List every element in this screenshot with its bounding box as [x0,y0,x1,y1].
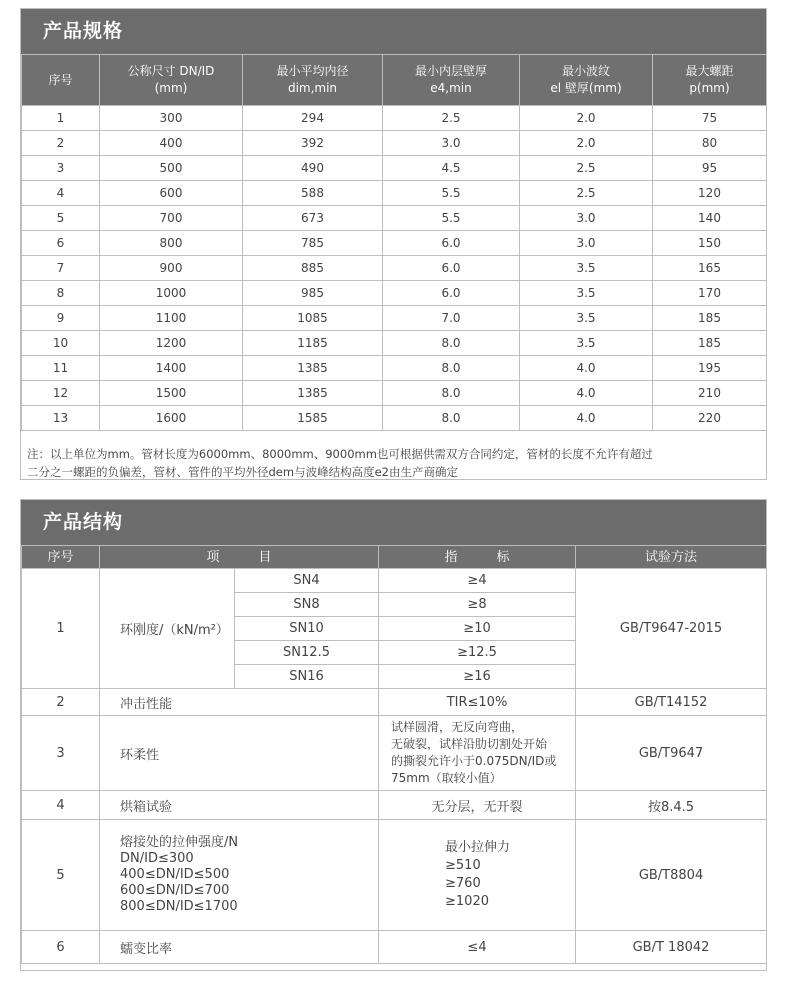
spec-cell-e4: 8.0 [383,356,520,381]
spec-row [22,356,767,381]
structure-row-item: 环柔性 [100,716,379,791]
spec-row [22,306,767,331]
spec-cell-no: 11 [22,356,100,381]
structure-row-no: 3 [22,716,100,791]
structure-row [22,931,767,964]
spec-cell-dn: 1500 [100,381,243,406]
spec-header-no: 序号 [22,55,100,106]
spec-header-pitch: 最大螺距 p(mm) [653,55,767,106]
spec-cell-e4: 6.0 [383,256,520,281]
spec-section [20,8,767,480]
spec-cell-e4: 3.0 [383,131,520,156]
structure-row [22,716,767,791]
spec-cell-no: 8 [22,281,100,306]
stiffness-grade: SN12.5 [235,641,379,665]
spec-cell-pitch: 120 [653,181,767,206]
spec-cell-dn: 800 [100,231,243,256]
spec-cell-el: 3.0 [520,206,653,231]
spec-cell-pitch: 185 [653,331,767,356]
spec-cell-no: 5 [22,206,100,231]
spec-cell-el: 2.5 [520,156,653,181]
spec-note: 注：以上单位为mm。管材长度为6000mm、8000mm、9000mm也可根据供需双方合同约定，管材的长度不允许有超过 二分之一螺距的负偏差，管材、管件的平均外径dem与波峰结构高度e2由生产商确定 [27,447,653,479]
spec-cell-e4: 8.0 [383,381,520,406]
spec-cell-dn: 900 [100,256,243,281]
spec-title: 产品规格 [21,9,766,54]
spec-cell-dim: 1385 [243,381,383,406]
spec-cell-dn: 1100 [100,306,243,331]
stiffness-grade: SN16 [235,665,379,689]
spec-cell-no: 12 [22,381,100,406]
spec-cell-dn: 700 [100,206,243,231]
structure-header-no: 序号 [22,546,100,569]
spec-cell-el: 2.5 [520,181,653,206]
structure-row-value: ≤4 [379,931,576,964]
spec-cell-dim: 1585 [243,406,383,431]
spec-cell-dim: 985 [243,281,383,306]
spec-cell-pitch: 210 [653,381,767,406]
structure-row [22,791,767,820]
spec-cell-el: 3.0 [520,231,653,256]
structure-section [20,499,767,971]
structure-row-no: 5 [22,820,100,931]
structure-title: 产品结构 [21,500,766,545]
spec-cell-pitch: 185 [653,306,767,331]
stiffness-value: ≥10 [379,617,576,641]
stiffness-value: ≥16 [379,665,576,689]
spec-cell-e4: 6.0 [383,281,520,306]
structure-table [21,545,767,964]
spec-cell-dn: 1600 [100,406,243,431]
structure-header-row [22,546,767,569]
structure-row-value: 试样圆滑，无反向弯曲， 无破裂，试样沿肋切割处开始 的撕裂允许小于0.075DN/ID或 75mm（取较小值） [379,716,576,791]
spec-cell-no: 1 [22,106,100,131]
spec-cell-no: 2 [22,131,100,156]
spec-cell-no: 13 [22,406,100,431]
spec-cell-el: 2.0 [520,106,653,131]
spec-cell-dn: 500 [100,156,243,181]
spec-cell-pitch: 195 [653,356,767,381]
spec-cell-dim: 392 [243,131,383,156]
spec-cell-dim: 673 [243,206,383,231]
structure-row-method: GB/T8804 [576,820,767,931]
spec-header-dim: 最小平均内径 dim,min [243,55,383,106]
spec-cell-dim: 588 [243,181,383,206]
stiffness-grade: SN8 [235,593,379,617]
spec-cell-pitch: 80 [653,131,767,156]
spec-cell-e4: 4.5 [383,156,520,181]
spec-row [22,381,767,406]
spec-row [22,281,767,306]
spec-header-el: 最小波纹 el 壁厚(mm) [520,55,653,106]
structure-row-method: 按8.4.5 [576,791,767,820]
structure-row [22,689,767,716]
spec-row [22,231,767,256]
spec-header-row [22,55,767,106]
structure-row-method: GB/T 18042 [576,931,767,964]
structure-row-item: 烘箱试验 [100,791,379,820]
spec-cell-dim: 1185 [243,331,383,356]
spec-cell-dim: 785 [243,231,383,256]
spec-cell-el: 4.0 [520,356,653,381]
spec-cell-pitch: 165 [653,256,767,281]
structure-row-item: 熔接处的拉伸强度/N DN/ID≤300 400≤DN/ID≤500 600≤DN/ID≤700 800≤DN/ID≤1700 [100,820,379,931]
spec-cell-no: 3 [22,156,100,181]
structure-row-method: GB/T9647 [576,716,767,791]
structure-row-value: 无分层，无开裂 [379,791,576,820]
spec-cell-el: 3.5 [520,281,653,306]
structure-row-method: GB/T14152 [576,689,767,716]
spec-cell-e4: 8.0 [383,406,520,431]
spec-cell-pitch: 75 [653,106,767,131]
spec-cell-dn: 1400 [100,356,243,381]
spec-row [22,131,767,156]
spec-cell-dim: 490 [243,156,383,181]
structure-header-indicator: 指 标 [379,546,576,569]
spec-header-e4: 最小内层壁厚 e4,min [383,55,520,106]
spec-cell-dn: 300 [100,106,243,131]
spec-table [21,54,767,431]
structure-row-item: 环刚度/（kN/m²） [100,569,235,689]
spec-row [22,156,767,181]
structure-row-item: 蠕变比率 [100,931,379,964]
spec-cell-e4: 7.0 [383,306,520,331]
stiffness-grade: SN10 [235,617,379,641]
spec-row [22,331,767,356]
spec-cell-dim: 1085 [243,306,383,331]
spec-cell-pitch: 150 [653,231,767,256]
spec-cell-e4: 2.5 [383,106,520,131]
spec-cell-el: 3.5 [520,306,653,331]
spec-cell-dim: 294 [243,106,383,131]
spec-cell-el: 3.5 [520,256,653,281]
spec-row [22,206,767,231]
structure-row-no: 6 [22,931,100,964]
structure-row-no: 2 [22,689,100,716]
spec-cell-el: 2.0 [520,131,653,156]
spec-cell-no: 6 [22,231,100,256]
structure-row-value: TIR≤10% [379,689,576,716]
spec-row [22,256,767,281]
spec-cell-el: 4.0 [520,406,653,431]
spec-cell-e4: 5.5 [383,206,520,231]
spec-cell-e4: 5.5 [383,181,520,206]
spec-cell-el: 3.5 [520,331,653,356]
spec-cell-dn: 600 [100,181,243,206]
structure-row-method: GB/T9647-2015 [576,569,767,689]
stiffness-value: ≥8 [379,593,576,617]
spec-row [22,181,767,206]
stiffness-value: ≥4 [379,569,576,593]
spec-cell-dim: 885 [243,256,383,281]
structure-row-value: 最小拉伸力 ≥510 ≥760 ≥1020 [379,820,576,931]
spec-cell-pitch: 140 [653,206,767,231]
spec-row [22,106,767,131]
structure-row [22,820,767,931]
spec-cell-no: 7 [22,256,100,281]
spec-cell-pitch: 95 [653,156,767,181]
spec-cell-no: 9 [22,306,100,331]
spec-cell-el: 4.0 [520,381,653,406]
spec-cell-no: 10 [22,331,100,356]
structure-row [22,569,767,593]
spec-header-dn: 公称尺寸 DN/ID (mm) [100,55,243,106]
spec-cell-pitch: 220 [653,406,767,431]
spec-cell-pitch: 170 [653,281,767,306]
structure-row-item: 冲击性能 [100,689,379,716]
spec-cell-e4: 6.0 [383,231,520,256]
structure-header-method: 试验方法 [576,546,767,569]
spec-cell-e4: 8.0 [383,331,520,356]
structure-row-no: 4 [22,791,100,820]
spec-cell-dn: 1000 [100,281,243,306]
stiffness-grade: SN4 [235,569,379,593]
spec-cell-dn: 400 [100,131,243,156]
structure-row-no: 1 [22,569,100,689]
spec-cell-dn: 1200 [100,331,243,356]
spec-cell-dim: 1385 [243,356,383,381]
spec-row [22,406,767,431]
stiffness-value: ≥12.5 [379,641,576,665]
spec-cell-no: 4 [22,181,100,206]
structure-header-item: 项 目 [100,546,379,569]
